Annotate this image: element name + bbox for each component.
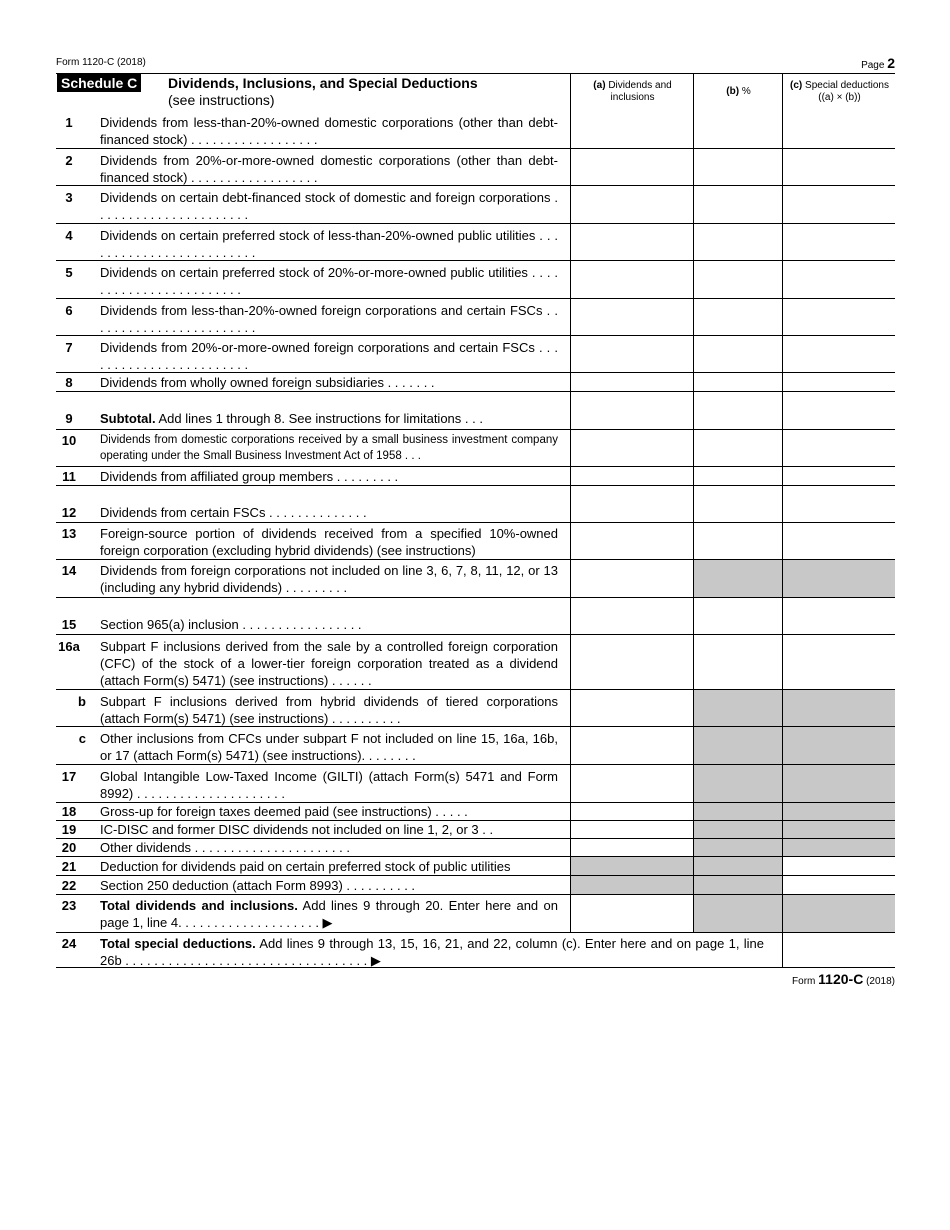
line-21-amount-c[interactable]	[782, 857, 895, 875]
line-description	[100, 803, 558, 820]
line-9-amount-b[interactable]	[693, 392, 782, 429]
line-11-amount-b[interactable]	[693, 467, 782, 485]
line-14-row	[56, 559, 895, 597]
line-text: Subpart F inclusions derived from the sale by a controlled foreign corporation (CFC) of the stock of a lower-tier foreign corporation treated as a dividend (attach Form(s) 5471) (see instructions) . . . . . .	[100, 639, 558, 688]
line-text: Global Intangible Low-Taxed Income (GILTI) (attach Form(s) 5471 and Form 8992) . . . . . . . . . . . . . . . . . . . . .	[100, 769, 558, 801]
line-4-amount-c[interactable]	[782, 224, 895, 260]
line-description	[100, 693, 558, 727]
line-10-amount-b[interactable]	[693, 430, 782, 466]
line-text: Subpart F inclusions derived from hybrid dividends of tiered corporations (attach Form(s) 5471) (see instructions) . . . . . . . . . .	[100, 694, 558, 726]
line-number: 8	[65, 375, 73, 390]
line-12-amount-a[interactable]	[570, 486, 693, 522]
line-19-amount-a[interactable]	[570, 821, 693, 838]
line-18-amount-a[interactable]	[570, 803, 693, 820]
line-number: 16a	[58, 639, 80, 654]
schedule-subtitle: (see instructions)	[168, 92, 275, 108]
line-23-amount-c	[782, 895, 895, 932]
line-text: Dividends on certain preferred stock of 20%-or-more-owned public utilities . . . . . . . . . . . . . . . . . . . . . . . .	[100, 265, 558, 297]
line-description	[100, 339, 558, 373]
line-6-amount-c[interactable]	[782, 299, 895, 335]
line-number: 17	[61, 769, 77, 784]
line-11-amount-a[interactable]	[570, 467, 693, 485]
line-description	[100, 264, 558, 298]
line-number: 21	[61, 859, 77, 874]
line-b-row	[56, 689, 895, 726]
line-22-amount-b	[693, 876, 782, 894]
line-text: Dividends from affiliated group members . . . . . . . . .	[100, 469, 399, 484]
line-1-amount-c[interactable]	[782, 111, 895, 148]
line-15-row	[56, 597, 895, 634]
schedule-title: Dividends, Inclusions, and Special Deductions	[168, 75, 478, 91]
line-description	[100, 562, 558, 596]
line-21-amount-a	[570, 857, 693, 875]
line-text: Section 250 deduction (attach Form 8993) . . . . . . . . . .	[100, 878, 416, 893]
line-17-amount-c	[782, 765, 895, 802]
line-number: 13	[61, 526, 77, 541]
line-text: Other inclusions from CFCs under subpart F not included on line 15, 16a, 16b, or 17 (attach Form(s) 5471) (see instructions). . . . . . . .	[100, 731, 558, 763]
line-text: Dividends on certain debt-financed stock of domestic and foreign corporations . . . . . . . . . . . . . . . . . . . . . .	[100, 190, 558, 222]
line-17-amount-a[interactable]	[570, 765, 693, 802]
line-4-amount-b[interactable]	[693, 224, 782, 260]
line-12-amount-b[interactable]	[693, 486, 782, 522]
line-9-amount-a[interactable]	[570, 392, 693, 429]
line-7-amount-b[interactable]	[693, 336, 782, 372]
line-description	[100, 616, 558, 633]
line-text: Dividends from domestic corporations received by a small business investment company operating under the Small Business Investment Act of 1958 . . .	[100, 434, 558, 462]
line-2-amount-c[interactable]	[782, 149, 895, 185]
line-2-amount-b[interactable]	[693, 149, 782, 185]
line-description	[100, 935, 764, 969]
line-14-amount-c	[782, 560, 895, 597]
line-description	[100, 432, 558, 464]
line-19-amount-c	[782, 821, 895, 838]
line-number: 20	[61, 840, 77, 855]
line-description	[100, 410, 558, 427]
line-text: Dividends from 20%-or-more-owned foreign corporations and certain FSCs . . . . . . . . . . . . . . . . . . . . . . . .	[100, 340, 558, 372]
line-12-row	[56, 485, 895, 522]
line-text: Add lines 1 through 8. See instructions for limitations . . .	[155, 411, 483, 426]
line-17-amount-b	[693, 765, 782, 802]
line-number: 7	[65, 340, 73, 355]
line-3-amount-b[interactable]	[693, 186, 782, 223]
line-5-amount-b[interactable]	[693, 261, 782, 298]
line-23-amount-a[interactable]	[570, 895, 693, 932]
schedule-header	[56, 73, 895, 111]
line-text: Dividends from 20%-or-more-owned domestic corporations (other than debt-financed stock) . . . . . . . . . . . . . . . . . .	[100, 153, 558, 185]
line-15-amount-c[interactable]	[782, 598, 895, 634]
line-19-amount-b	[693, 821, 782, 838]
line-text: Dividends from less-than-20%-owned domestic corporations (other than debt-financed stock) . . . . . . . . . . . . . . . . . .	[100, 115, 558, 147]
line-number: 15	[61, 617, 77, 632]
line-3-row	[56, 185, 895, 223]
line-description	[100, 468, 558, 485]
line-14-amount-b	[693, 560, 782, 597]
line-number: b	[78, 694, 86, 709]
page-number: Page 2	[861, 55, 895, 71]
line-description	[100, 504, 558, 521]
line-7-amount-a[interactable]	[570, 336, 693, 372]
line-20-amount-b	[693, 839, 782, 856]
line-24-amount-c[interactable]	[782, 933, 895, 967]
column-a-header: (a) Dividends and inclusions	[570, 73, 694, 111]
line-13-amount-a[interactable]	[570, 523, 693, 559]
line-number: 22	[61, 878, 77, 893]
line-12-amount-c[interactable]	[782, 486, 895, 522]
line-4-amount-a[interactable]	[570, 224, 693, 260]
line-label-bold: Subtotal.	[100, 411, 156, 426]
line-number: 10	[61, 433, 77, 448]
line-description	[100, 730, 558, 764]
line-1-amount-a[interactable]	[570, 111, 693, 148]
line-9-row	[56, 391, 895, 429]
line-2-row	[56, 148, 895, 185]
line-description	[100, 638, 558, 689]
column-c-header: (c) Special deductions ((a) × (b))	[782, 73, 896, 111]
line-6-amount-a[interactable]	[570, 299, 693, 335]
line-23-row	[56, 894, 895, 932]
line-number: 2	[65, 153, 73, 168]
line-16a-amount-c[interactable]	[782, 635, 895, 689]
line-16a-amount-a[interactable]	[570, 635, 693, 689]
line-number: 18	[61, 804, 77, 819]
line-description	[100, 877, 558, 894]
line-text: Gross-up for foreign taxes deemed paid (see instructions) . . . . .	[100, 804, 468, 819]
line-text: Dividends from foreign corporations not included on line 3, 6, 7, 8, 11, 12, or 13 (including any hybrid dividends) . . . . . . . . .	[100, 563, 558, 595]
line-text: Other dividends . . . . . . . . . . . . . . . . . . . . . .	[100, 840, 350, 855]
line-text: Add lines 9 through 20. Enter here and on page 1, line 4. . . . . . . . . . . . . . . . . . . . ▶	[100, 898, 558, 930]
line-20-amount-a[interactable]	[570, 839, 693, 856]
line-b-amount-a[interactable]	[570, 690, 693, 726]
line-16a-row	[56, 634, 895, 689]
line-15-amount-b[interactable]	[693, 598, 782, 634]
line-11-row	[56, 466, 895, 485]
line-17-row	[56, 764, 895, 802]
line-22-row	[56, 875, 895, 894]
line-8-amount-c[interactable]	[782, 373, 895, 391]
line-21-row	[56, 856, 895, 875]
line-10-amount-c[interactable]	[782, 430, 895, 466]
line-description	[100, 858, 558, 875]
line-description	[100, 821, 558, 838]
line-15-amount-a[interactable]	[570, 598, 693, 634]
line-text: Dividends from less-than-20%-owned foreign corporations and certain FSCs . . . . . . . . . . . . . . . . . . . . . . . .	[100, 303, 558, 335]
line-number: 9	[65, 411, 73, 426]
line-c-amount-c	[782, 727, 895, 764]
line-number: 14	[61, 563, 77, 578]
line-c-amount-a[interactable]	[570, 727, 693, 764]
line-number: 5	[65, 265, 73, 280]
line-description	[100, 227, 558, 261]
line-3-amount-c[interactable]	[782, 186, 895, 223]
line-16a-amount-b[interactable]	[693, 635, 782, 689]
line-description	[100, 897, 558, 931]
line-text: Dividends from wholly owned foreign subsidiaries . . . . . . .	[100, 375, 435, 390]
line-13-row	[56, 522, 895, 559]
line-18-row	[56, 802, 895, 820]
line-text: Foreign-source portion of dividends received from a specified 10%-owned foreign corporation (excluding hybrid dividends) (see instructions)	[100, 526, 558, 558]
line-5-amount-c[interactable]	[782, 261, 895, 298]
line-7-row	[56, 335, 895, 372]
line-20-amount-c	[782, 839, 895, 856]
line-number: 4	[65, 228, 73, 243]
line-3-amount-a[interactable]	[570, 186, 693, 223]
bottom-rule	[56, 967, 895, 968]
line-b-amount-c	[782, 690, 895, 726]
line-24-row	[56, 932, 895, 967]
line-6-amount-b[interactable]	[693, 299, 782, 335]
line-description	[100, 525, 558, 559]
line-5-amount-a[interactable]	[570, 261, 693, 298]
line-label-bold: Total dividends and inclusions.	[100, 898, 298, 913]
line-number: c	[78, 731, 86, 746]
schedule-tag: Schedule C	[57, 74, 141, 92]
line-c-amount-b	[693, 727, 782, 764]
line-description	[100, 152, 558, 186]
line-number: 1	[65, 115, 73, 130]
line-4-row	[56, 223, 895, 260]
line-description	[100, 189, 558, 223]
line-number: 6	[65, 303, 73, 318]
line-description	[100, 839, 558, 856]
line-21-amount-b	[693, 857, 782, 875]
line-1-row	[56, 111, 895, 148]
line-1-amount-b[interactable]	[693, 111, 782, 148]
line-11-amount-c[interactable]	[782, 467, 895, 485]
line-2-amount-a[interactable]	[570, 149, 693, 185]
line-text: Dividends from certain FSCs . . . . . . . . . . . . . .	[100, 505, 367, 520]
line-22-amount-c[interactable]	[782, 876, 895, 894]
line-13-amount-b[interactable]	[693, 523, 782, 559]
line-23-amount-b	[693, 895, 782, 932]
line-10-amount-a[interactable]	[570, 430, 693, 466]
line-description	[100, 374, 558, 391]
line-18-amount-c	[782, 803, 895, 820]
column-b-header: (b) %	[693, 73, 783, 111]
line-c-row	[56, 726, 895, 764]
line-text: Add lines 9 through 13, 15, 16, 21, and 22, column (c). Enter here and on page 1, line 26b . . . . . . . . . . . . . . . . . . . . . . . . . . . . . . . . . . ▶	[100, 936, 764, 968]
line-description	[100, 302, 558, 336]
line-10-row	[56, 429, 895, 466]
line-8-amount-a[interactable]	[570, 373, 693, 391]
line-5-row	[56, 260, 895, 298]
line-9-amount-c[interactable]	[782, 392, 895, 429]
line-description	[100, 768, 558, 802]
form-footer: Form 1120-C (2018)	[792, 971, 895, 987]
line-number: 24	[61, 936, 77, 951]
line-label-bold: Total special deductions.	[100, 936, 256, 951]
line-20-row	[56, 838, 895, 856]
line-13-amount-c[interactable]	[782, 523, 895, 559]
line-number: 3	[65, 190, 73, 205]
line-22-amount-a	[570, 876, 693, 894]
line-b-amount-b	[693, 690, 782, 726]
line-text: Dividends on certain preferred stock of less-than-20%-owned public utilities . . . . . . . . . . . . . . . . . . . . . . . . .	[100, 228, 558, 260]
line-number: 12	[61, 505, 77, 520]
line-18-amount-b	[693, 803, 782, 820]
line-text: Deduction for dividends paid on certain preferred stock of public utilities	[100, 859, 511, 874]
line-description	[100, 114, 558, 148]
line-number: 23	[61, 898, 77, 913]
line-7-amount-c[interactable]	[782, 336, 895, 372]
line-text: IC-DISC and former DISC dividends not included on line 1, 2, or 3 . .	[100, 822, 494, 837]
form-id: Form 1120-C (2018)	[56, 57, 146, 68]
line-8-amount-b[interactable]	[693, 373, 782, 391]
line-number: 19	[61, 822, 77, 837]
page-header	[56, 55, 895, 73]
line-text: Section 965(a) inclusion . . . . . . . . . . . . . . . . .	[100, 617, 362, 632]
line-19-row	[56, 820, 895, 838]
line-6-row	[56, 298, 895, 335]
line-14-amount-a[interactable]	[570, 560, 693, 597]
line-8-row	[56, 372, 895, 391]
line-number: 11	[62, 469, 76, 484]
